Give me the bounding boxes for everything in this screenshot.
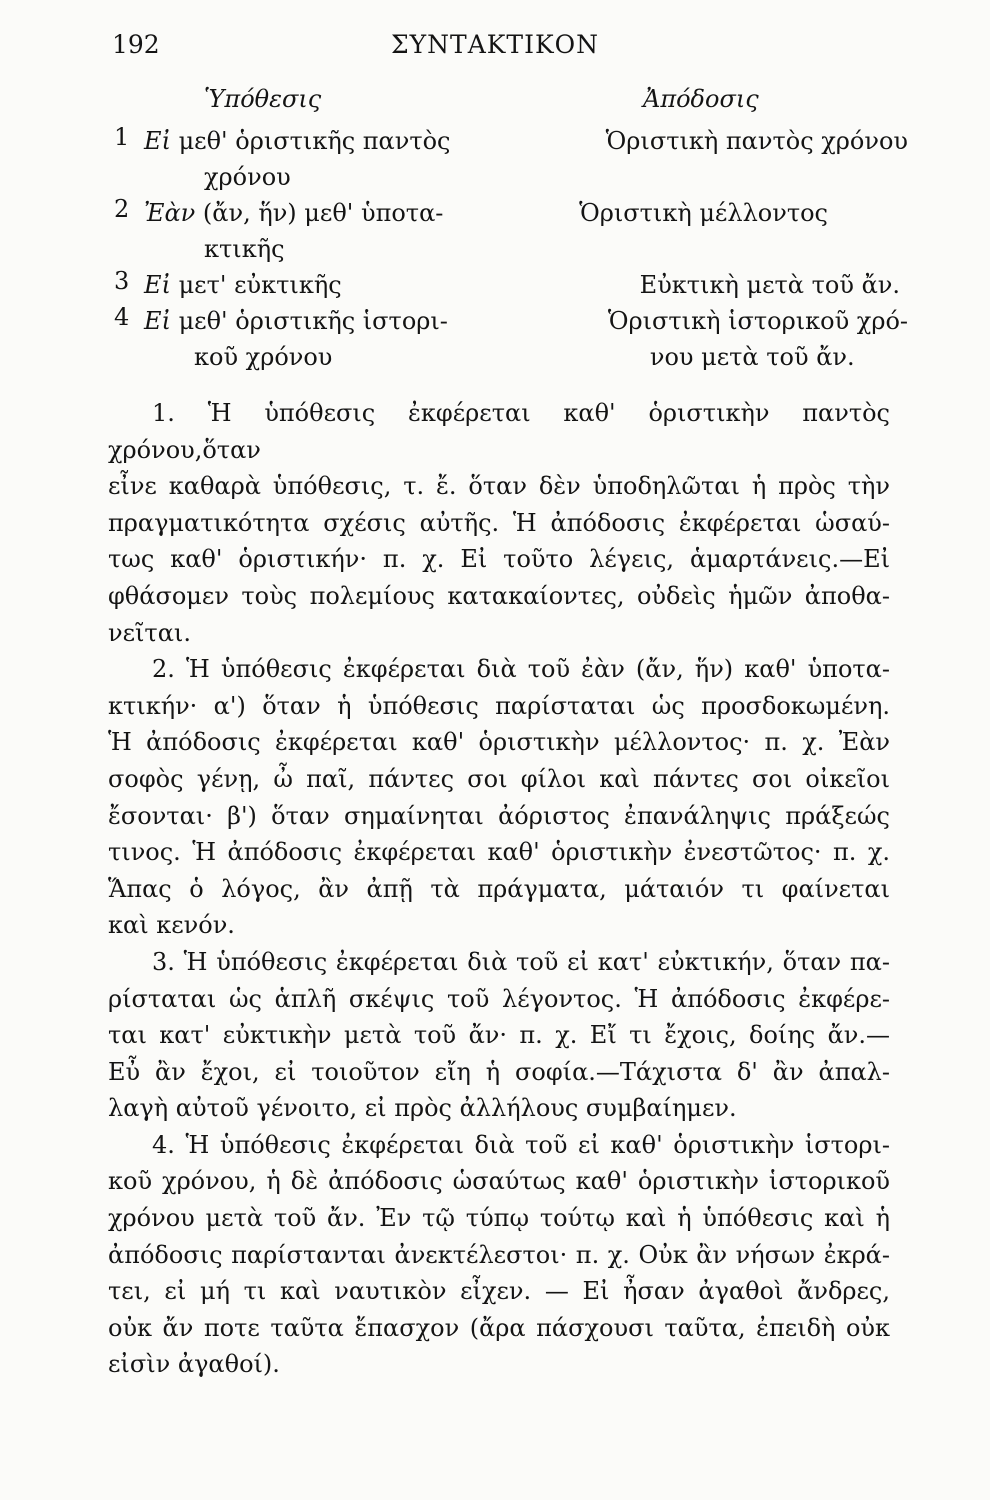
- row-number: 4: [114, 303, 130, 331]
- text-line: σοφὸς γένῃ, ὦ παῖ, πάντες σοι φίλοι καὶ πάντες σοι οἰκεῖοι: [108, 764, 890, 793]
- hypothesis-particle: Εἰ: [144, 307, 171, 335]
- text-line: φθάσομεν τοὺς πολεμίους κατακαίοντες, οὐδεὶς ἡμῶν ἀποθα-: [108, 581, 890, 610]
- column-heading-apodosis: Ἀπόδοσις: [643, 85, 759, 113]
- apodosis-cell: Εὐκτικὴ μετὰ τοῦ ἄν.: [639, 271, 900, 299]
- hypothesis-cell: [144, 195, 443, 267]
- hypothesis-text: μεθ' ὁριστικῆς ἱστορι-: [170, 307, 448, 335]
- text-line: λαγὴ αὐτοῦ γένοιτο, εἰ πρὸς ἀλλήλους συμβαίημεν.: [108, 1094, 737, 1123]
- row-number: 2: [114, 195, 130, 223]
- page-header: [0, 30, 990, 70]
- row-number: 1: [114, 123, 130, 151]
- hypothesis-continuation: κτικῆς: [204, 235, 285, 263]
- text-line: εἰσὶν ἀγαθοί).: [108, 1350, 280, 1379]
- text-line: ἔσονται· β') ὅταν σημαίνηται ἀόριστος ἐπανάληψις πράξεώς: [108, 801, 890, 830]
- hypothesis-text: (ἄν, ἥν) μεθ' ὑποτα-: [195, 199, 444, 227]
- text-line: 4. Ἡ ὑπόθεσις ἐκφέρεται διὰ τοῦ εἰ καθ' ὁριστικὴν ἱστορι-: [152, 1130, 890, 1159]
- running-head: ΣΥΝΤΑΚΤΙΚΟΝ: [390, 30, 600, 59]
- hypothesis-cell: [144, 303, 448, 375]
- text-line: εἶνε καθαρὰ ὑπόθεσις, τ. ἔ. ὅταν δὲν ὑποδηλῶται ἡ πρὸς τὴν: [108, 472, 890, 501]
- apodosis-continuation: νου μετὰ τοῦ ἄν.: [649, 343, 855, 371]
- hypothesis-particle: Ἐὰν: [144, 199, 196, 227]
- hypothesis-text: μετ' εὐκτικῆς: [170, 271, 342, 299]
- page-number: 192: [112, 30, 160, 59]
- hypothesis-particle: Εἰ: [144, 127, 171, 155]
- text-line: ται κατ' εὐκτικὴν μετὰ τοῦ ἄν· π. χ. Εἴ τι ἔχοις, δοίης ἄν.—: [108, 1021, 890, 1050]
- text-line: Ἅπας ὁ λόγος, ἂν ἀπῇ τὰ πράγματα, μάταιόν τι φαίνεται: [108, 874, 890, 903]
- text-line: τως καθ' ὁριστικήν· π. χ. Εἰ τοῦτο λέγεις, ἁμαρτάνεις.—Εἰ: [108, 545, 890, 574]
- row-number: 3: [114, 267, 130, 295]
- text-line: κτικήν· α') ὅταν ἡ ὑπόθεσις παρίσταται ὡς προσδοκωμένη.: [108, 691, 890, 720]
- text-line: 2. Ἡ ὑπόθεσις ἐκφέρεται διὰ τοῦ ἐὰν (ἄν, ἥν) καθ' ὑποτα-: [152, 655, 890, 684]
- column-heading-hypothesis: Ὑπόθεσις: [204, 85, 322, 113]
- text-line: πραγματικότητα σχέσις αὐτῆς. Ἡ ἀπόδοσις ἐκφέρεται ὡσαύ-: [108, 508, 890, 537]
- text-line: καὶ κενόν.: [108, 911, 235, 940]
- apodosis-cell: Ὁριστικὴ παντὸς χρόνου: [605, 127, 908, 155]
- apodosis-cell: Ὁριστικὴ μέλλοντος: [579, 199, 828, 227]
- hypothesis-continuation: κοῦ χρόνου: [194, 343, 333, 371]
- hypothesis-text: μεθ' ὁριστικῆς παντὸς: [170, 127, 451, 155]
- apodosis-text: Ὁριστικὴ ἱστορικοῦ χρό-: [607, 307, 908, 335]
- text-line: κοῦ χρόνου, ἡ δὲ ἀπόδοσις ὡσαύτως καθ' ὁριστικὴν ἱστορικοῦ: [108, 1167, 890, 1196]
- text-line: τει, εἰ μή τι καὶ ναυτικὸν εἶχεν. — Εἰ ἦσαν ἀγαθοὶ ἄνδρες,: [108, 1277, 890, 1306]
- text-line: χρόνου μετὰ τοῦ ἄν. Ἐν τῷ τύπῳ τούτῳ καὶ ἡ ὑπόθεσις καὶ ἡ: [108, 1204, 890, 1233]
- body-text: [108, 395, 890, 1383]
- text-line: τινος. Ἡ ἀπόδοσις ἐκφέρεται καθ' ὁριστικὴν ἐνεστῶτος· π. χ.: [108, 838, 890, 867]
- text-line: 3. Ἡ ὑπόθεσις ἐκφέρεται διὰ τοῦ εἰ κατ' εὐκτικήν, ὅταν πα-: [152, 947, 890, 976]
- hypothesis-cell: [144, 267, 342, 303]
- text-line: ἀπόδοσις παρίστανται ἀνεκτέλεστοι· π. χ. Οὐκ ἂν νήσων ἐκρά-: [108, 1240, 890, 1269]
- text-line: Ἡ ἀπόδοσις ἐκφέρεται καθ' ὁριστικὴν μέλλοντος· π. χ. Ἐὰν: [108, 728, 890, 757]
- conditional-table: [108, 85, 908, 405]
- hypothesis-particle: Εἰ: [144, 271, 171, 299]
- text-line: νεῖται.: [108, 618, 191, 647]
- text-line: ρίσταται ὡς ἁπλῆ σκέψις τοῦ λέγοντος. Ἡ ἀπόδοσις ἐκφέρε-: [108, 984, 890, 1013]
- text-line: Εὖ ἂν ἔχοι, εἰ τοιοῦτον εἴη ἡ σοφία.—Τάχιστα δ' ἂν ἀπαλ-: [108, 1057, 890, 1086]
- hypothesis-cell: [144, 123, 451, 195]
- apodosis-cell: [608, 303, 908, 375]
- text-line: 1. Ἡ ὑπόθεσις ἐκφέρεται καθ' ὁριστικὴν παντὸς χρόνου,ὅταν: [108, 399, 890, 464]
- text-line: οὐκ ἄν ποτε ταῦτα ἔπασχον (ἄρα πάσχουσι ταῦτα, ἐπειδὴ οὐκ: [108, 1313, 890, 1342]
- hypothesis-continuation: χρόνου: [204, 163, 291, 191]
